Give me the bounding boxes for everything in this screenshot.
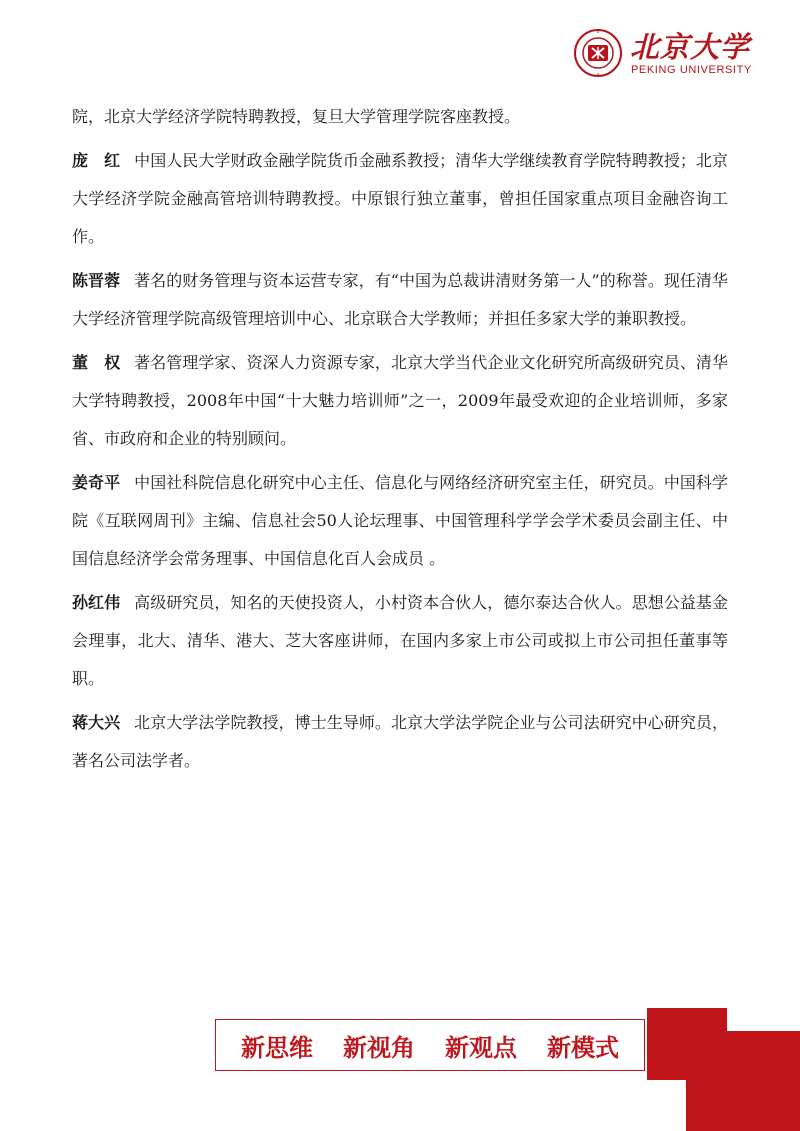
faculty-paragraph xyxy=(72,262,728,338)
faculty-list xyxy=(72,98,728,786)
faculty-text: 中国人民大学财政金融学院货币金融系教授；清华大学继续教育学院特聘教授；北京大学经济学院金融高管培训特聘教授。中原银行独立董事，曾担任国家重点项目金融咨询工作。 xyxy=(72,151,728,246)
faculty-paragraph xyxy=(72,584,728,698)
slogan-new-perspective: 新视角 xyxy=(343,1032,415,1062)
university-seal-icon xyxy=(573,28,623,78)
faculty-name: 姜奇平 xyxy=(72,473,121,492)
faculty-text: 著名管理学家、资深人力资源专家，北京大学当代企业文化研究所高级研究员、清华大学特聘教授，2008年中国“十大魅力培训师”之一，2009年最受欢迎的企业培训师，多家省、市政府和企业的特别顾问。 xyxy=(72,353,728,448)
faculty-text: 著名的财务管理与资本运营专家，有“中国为总裁讲清财务第一人”的称誉。现任清华大学经济管理学院高级管理培训中心、北京联合大学教师；并担任多家大学的兼职教授。 xyxy=(72,271,728,328)
faculty-text: 高级研究员，知名的天使投资人，小村资本合伙人，德尔泰达合伙人。思想公益基金会理事，北大、清华、港大、芝大客座讲师，在国内多家上市公司或拟上市公司担任董事等职。 xyxy=(72,593,728,688)
faculty-paragraph xyxy=(72,98,728,136)
faculty-paragraph xyxy=(72,704,728,780)
faculty-name: 董 权 xyxy=(72,353,121,372)
logo-english-name: PEKING UNIVERSITY xyxy=(631,64,752,76)
slogan-new-thinking: 新思维 xyxy=(241,1032,313,1062)
slogan-new-model: 新模式 xyxy=(547,1032,619,1062)
faculty-paragraph xyxy=(72,142,728,256)
faculty-text: 中国社科院信息化研究中心主任、信息化与网络经济研究室主任，研究员。中国科学院《互联网周刊》主编、信息社会50人论坛理事、中国管理科学学会学术委员会副主任、中国信息经济学会常务理事、中国信息化百人会成员 。 xyxy=(72,473,728,568)
slogan-new-viewpoint: 新观点 xyxy=(445,1032,517,1062)
faculty-name: 蒋大兴 xyxy=(72,713,121,732)
university-logo xyxy=(573,28,763,84)
faculty-name: 庞 红 xyxy=(72,151,121,170)
faculty-text: 院，北京大学经济学院特聘教授，复旦大学管理学院客座教授。 xyxy=(72,107,521,126)
faculty-name: 孙红伟 xyxy=(72,593,121,612)
logo-chinese-name: 北京大学 xyxy=(630,30,751,64)
faculty-paragraph xyxy=(72,464,728,578)
faculty-text: 北京大学法学院教授，博士生导师。北京大学法学院企业与公司法研究中心研究员，著名公司法学者。 xyxy=(72,713,728,770)
faculty-name: 陈晋蓉 xyxy=(72,271,121,290)
decorative-red-block xyxy=(686,1031,800,1131)
faculty-paragraph xyxy=(72,344,728,458)
footer-slogan-banner xyxy=(215,1019,645,1071)
